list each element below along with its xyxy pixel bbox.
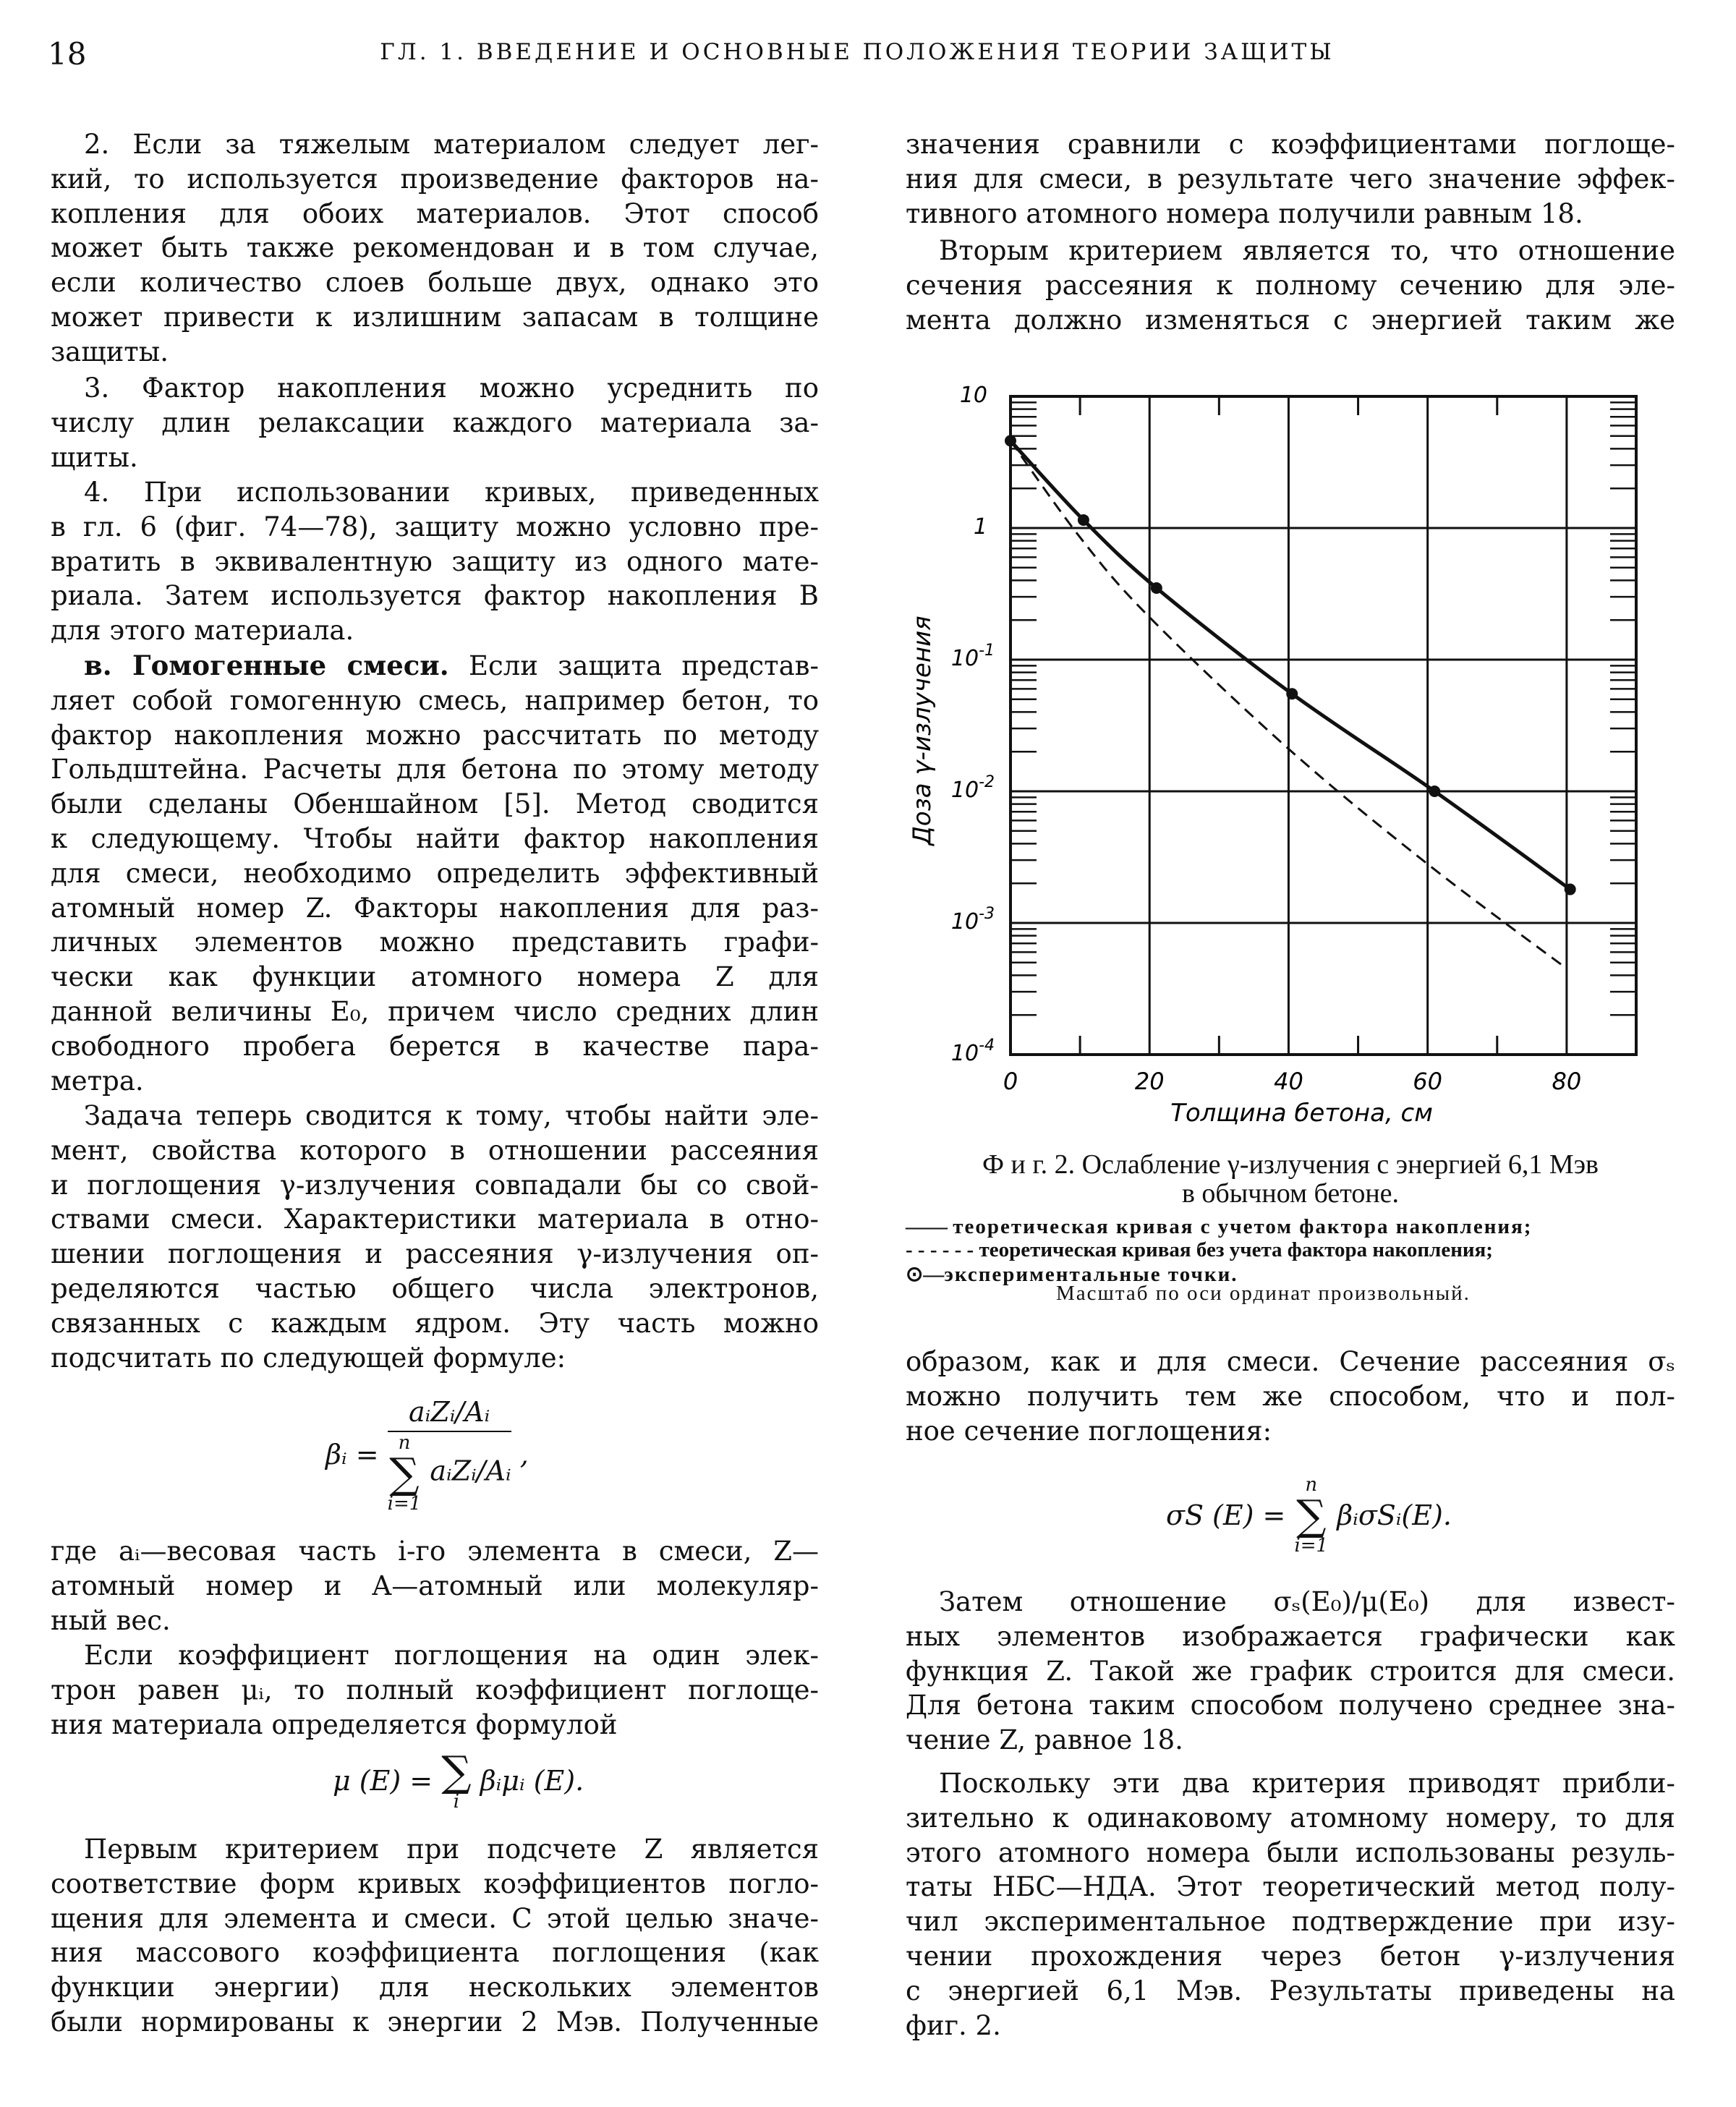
text-line-content: связанных с каждым ядром. Эту часть можно (51, 1307, 819, 1339)
y-tick-label (951, 1037, 995, 1066)
y-tick-label (974, 514, 987, 540)
sum-sign (441, 1747, 472, 1813)
formula-lhs: βᵢ = (326, 1439, 379, 1470)
experimental-point (1005, 435, 1016, 446)
text-line-content: значения сравнили с коэффициентами поглоще- (906, 129, 1675, 160)
text-line (51, 1534, 819, 1569)
text-line-content: мента должно изменяться с энергией таким же (906, 304, 1675, 336)
text-line (906, 1414, 1675, 1449)
text-line-content: тивного атомного номера получили равным 18. (906, 197, 1583, 229)
sum-sign (388, 1434, 422, 1513)
x-tick-label: 80 (1552, 1068, 1582, 1095)
paragraph (906, 1766, 1675, 2043)
text-line-content: вратить в эквивалентную защиту из одного мате- (51, 545, 819, 577)
text-line-content: в гл. 6 (фиг. 74—78), защиту можно условно пре- (51, 511, 819, 542)
y-axis-title: Доза γ-излучения (908, 616, 937, 846)
y-tick-label (951, 642, 995, 671)
y-tick-label (951, 773, 995, 803)
paragraph (51, 1832, 819, 2040)
figure-caption-line1: Ф и г. 2. Ослабление γ-излучения с энергией 6,1 Мэв (982, 1149, 1599, 1180)
paragraph (51, 1534, 819, 1638)
text-line-content: с энергией 6,1 Мэв. Результаты приведены на (906, 1975, 1675, 2006)
text-line-content: Если защита представ- (448, 650, 819, 681)
legend-solid (906, 1215, 1675, 1239)
legend-marker-dashed-line: - - - - - - (906, 1238, 974, 1261)
x-tick-label: 40 (1274, 1068, 1303, 1095)
text-line (51, 1272, 819, 1306)
text-line (51, 1604, 819, 1638)
paragraph (51, 1638, 819, 1742)
tick-base: 10 (950, 778, 979, 803)
text-line (51, 1168, 819, 1203)
text-line (51, 1202, 819, 1237)
text-line-content: ния массового коэффициента поглощения (как (51, 1937, 819, 1969)
text-line-content: ния материала определяется формулой (51, 1708, 618, 1740)
sum-lower: i (453, 1791, 460, 1813)
legend-text: теоретическая кривая с учетом фактора накопления; (953, 1215, 1533, 1238)
legend-text: теоретическая кривая без учета фактора накопления; (979, 1238, 1493, 1261)
text-line-content: функции энергии) для нескольких элементов (51, 1972, 819, 2004)
text-line (51, 1970, 819, 2005)
text-line-content: можно получить тем же способом, что и пол- (906, 1380, 1675, 1412)
series-line-with-buildup (1010, 440, 1570, 889)
text-line (906, 1870, 1675, 1904)
text-line-content: ных элементов изображается графически как (906, 1620, 1675, 1652)
text-line-content: Первым критерием при подсчете Z является (84, 1834, 819, 1865)
tick-exponent: -1 (979, 642, 995, 660)
text-line (51, 1936, 819, 1970)
text-line-content: Гольдштейна. Расчеты для бетона по этому методу (51, 754, 819, 786)
text-line-content: были сделаны Обеншайном [5]. Метод сводится (51, 788, 819, 820)
text-line-content: шении поглощения и рассеяния γ-излучения оп- (51, 1238, 819, 1270)
text-line-content: были нормированы к энергии 2 Мэв. Полученные (51, 2006, 819, 2038)
tick-base: 1 (973, 514, 987, 540)
text-line-content: Для бетона таким способом получено среднее зна- (906, 1690, 1675, 1721)
text-line-content: ния для смеси, в результате чего значение эффек- (906, 163, 1675, 195)
denominator (388, 1432, 511, 1513)
text-line (906, 1723, 1675, 1758)
text-line-content: Вторым критерием является то, что отношение (939, 235, 1675, 266)
formula-beta (326, 1396, 529, 1513)
text-line-content: где aᵢ—весовая часть i-го элемента в смеси, Z— (51, 1536, 819, 1567)
text-line (906, 1379, 1675, 1414)
text-line-content: соответствие форм кривых коэффициентов погло- (51, 1868, 819, 1899)
text-line (51, 1569, 819, 1604)
x-tick-label: 20 (1134, 1068, 1165, 1095)
text-line (906, 1688, 1675, 1723)
sum-sign (1294, 1476, 1328, 1555)
text-line-content: для смеси, необходимо определить эффективный (51, 857, 819, 889)
text-line-content: может привести к излишним запасам в толщине (51, 301, 819, 333)
tick-base: 10 (950, 646, 979, 671)
text-line-content: образом, как и для смеси. Сечение рассеяния σₛ (906, 1346, 1675, 1377)
text-line-content: атомный номер и A—атомный или молекуляр- (51, 1570, 819, 1601)
text-line-content: функция Z. Такой же график строится для смеси. (906, 1655, 1675, 1687)
experimental-point (1286, 688, 1298, 699)
text-line (51, 1638, 819, 1673)
text-line-content: Поскольку эти два критерия приводят прибли- (939, 1768, 1675, 1799)
text-line (906, 1974, 1675, 2009)
text-line-content: данной величины E₀, причем число средних длин (51, 995, 819, 1027)
sigma: ∑ (441, 1747, 472, 1796)
formula-lhs: μ (E) = (333, 1765, 433, 1797)
figure-caption-line2: в обычном бетоне. (1181, 1178, 1400, 1209)
legend-dashed (906, 1238, 1675, 1262)
sigma: ∑ (1296, 1491, 1327, 1540)
text-line-content: 4. При использовании кривых, приведенных (84, 477, 819, 508)
text-line (906, 1801, 1675, 1836)
text-line-content: таты НБС—НДА. Этот теоретический метод полу- (906, 1871, 1675, 1903)
sum-upper: n (398, 1432, 411, 1454)
y-tick-label (960, 383, 987, 408)
text-line-content: мент, свойства которого в отношении рассеяния (51, 1134, 819, 1166)
legend-marker-point: ⊙— (906, 1263, 945, 1286)
text-line-content: трон равен μᵢ, то полный коэффициент поглоще- (51, 1674, 819, 1706)
experimental-point (1151, 582, 1162, 594)
text-line (51, 1237, 819, 1272)
text-line-content: кий, то используется произведение факторов на- (51, 163, 819, 195)
plot-frame (1010, 396, 1636, 1055)
running-title: ГЛ. 1. ВВЕДЕНИЕ И ОСНОВНЫЕ ПОЛОЖЕНИЯ ТЕОРИИ ЗАЩИТЫ (380, 39, 1335, 65)
legend-marker-solid-line: —— (906, 1215, 948, 1238)
text-line (906, 1836, 1675, 1870)
text-line-content: ляет собой гомогенную смесь, например бетон, то (51, 684, 819, 716)
numerator: aᵢZᵢ/Aᵢ (388, 1396, 511, 1432)
text-line (906, 2009, 1675, 2043)
legend-text: экспериментальные точки. (944, 1263, 1238, 1286)
paragraph (906, 1345, 1675, 1448)
sum-lower: i=1 (387, 1493, 422, 1515)
text-line-content: чение Z, равное 18. (906, 1724, 1183, 1756)
formula-rhs: βᵢσSᵢ(E). (1337, 1499, 1452, 1531)
text-line (51, 1902, 819, 1936)
text-line-content: чил экспериментальное подтверждение при изу- (906, 1906, 1675, 1938)
tick-exponent: -3 (979, 905, 995, 923)
text-line-content: ный вес. (51, 1604, 171, 1636)
text-line-content: личных элементов можно представить графи- (51, 927, 819, 958)
text-line-content: числу длин релаксации каждого материала за- (51, 406, 819, 438)
y-tick-label (951, 905, 995, 935)
text-line-content: фиг. 2. (906, 2009, 1001, 2041)
tick-base: 10 (950, 909, 979, 935)
text-line (906, 1585, 1675, 1619)
x-tick-label: 0 (1003, 1068, 1018, 1095)
formula-sigma-s (1166, 1476, 1452, 1555)
text-line-content: подсчитать по следующей формуле: (51, 1342, 566, 1374)
tick-base: 10 (959, 383, 987, 408)
experimental-point (1429, 786, 1440, 797)
text-line (51, 1867, 819, 1902)
text-line-content: и поглощения γ-излучения совпадали бы со свой- (51, 1169, 819, 1201)
text-line (51, 1341, 819, 1376)
bold-run-in-heading: в. Гомогенные смеси. (84, 650, 449, 681)
text-line-content: щения для элемента и смеси. С этой целью значе- (51, 1902, 819, 1934)
x-axis-title: Толщина бетона, см (1170, 1099, 1433, 1128)
text-line-content: ствами смеси. Характеристики материала в отно- (51, 1204, 819, 1235)
text-line-content: фактор накопления можно рассчитать по методу (51, 719, 819, 751)
text-line (51, 1708, 819, 1742)
formula-mu (333, 1747, 584, 1813)
text-line-content: атомный номер Z. Факторы накопления для раз- (51, 892, 819, 924)
text-line-content: 3. Фактор накопления можно усреднить по (84, 373, 819, 404)
experimental-point (1078, 514, 1089, 526)
text-line-content: щиты. (51, 441, 138, 473)
text-line (906, 1345, 1675, 1379)
text-line-content: зительно к одинаковому атомному номеру, то для (906, 1802, 1675, 1834)
tick-exponent: -2 (979, 773, 995, 791)
text-line (906, 1766, 1675, 1801)
text-line-content: ное сечение поглощения: (906, 1415, 1272, 1447)
text-line-content: если количество слоев больше двух, однако это (51, 267, 819, 299)
fraction (388, 1396, 511, 1513)
text-line (906, 1654, 1675, 1689)
formula-rhs: βᵢμᵢ (E). (480, 1765, 584, 1797)
text-line-content: сечения рассеяния к полному сечению для эле- (906, 269, 1675, 301)
text-line-content: свободного пробега берется в качестве пара- (51, 1030, 819, 1062)
denominator-text: aᵢZᵢ/Aᵢ (430, 1455, 511, 1487)
text-line-content: Если коэффициент поглощения на один элек- (84, 1640, 819, 1671)
formula-lhs: σS (E) = (1166, 1499, 1286, 1531)
x-tick-label: 60 (1413, 1068, 1443, 1095)
text-line-content: копления для обоих материалов. Этот способ (51, 197, 819, 229)
tick-base: 10 (950, 1041, 979, 1066)
text-line-content: к следующему. Чтобы найти фактор накопления (51, 822, 819, 854)
sum-upper: n (1305, 1474, 1318, 1496)
paragraph (906, 1585, 1675, 1758)
text-line (906, 1939, 1675, 1974)
text-line (51, 1832, 819, 1867)
text-line-content: чески как функции атомного номера Z для (51, 961, 819, 993)
text-line (51, 2005, 819, 2040)
page-number: 18 (48, 36, 87, 72)
text-line-content: ределяются частью общего числа электронов, (51, 1272, 819, 1304)
sum-lower: i=1 (1294, 1535, 1329, 1557)
figure-note: Масштаб по оси ординат произвольный. (1056, 1282, 1471, 1305)
text-line-content: для этого материала. (51, 615, 354, 647)
text-line (906, 1904, 1675, 1939)
text-line-content: 2. Если за тяжелым материалом следует лег- (84, 129, 819, 160)
text-line (51, 1306, 819, 1341)
text-line-content: Затем отношение σₛ(E₀)/μ(E₀) для извест- (939, 1586, 1675, 1617)
text-line (906, 1619, 1675, 1654)
text-line (51, 1673, 819, 1708)
experimental-point (1565, 884, 1576, 895)
text-line-content: метра. (51, 1065, 144, 1097)
text-line-content: чении прохождения через бетон γ-излучения (906, 1940, 1675, 1972)
text-line-content: защиты. (51, 336, 169, 367)
tick-exponent: -4 (979, 1037, 995, 1055)
comma: , (519, 1439, 529, 1470)
text-line-content: может быть также рекомендован и в том случае, (51, 232, 819, 264)
sigma: ∑ (389, 1449, 420, 1498)
text-line-content: этого атомного номера были использованы резуль- (906, 1836, 1675, 1868)
text-line-content: риала. Затем используется фактор накопления B (51, 580, 819, 612)
text-line-content: Задача теперь сводится к тому, чтобы найти эле- (84, 1100, 819, 1131)
